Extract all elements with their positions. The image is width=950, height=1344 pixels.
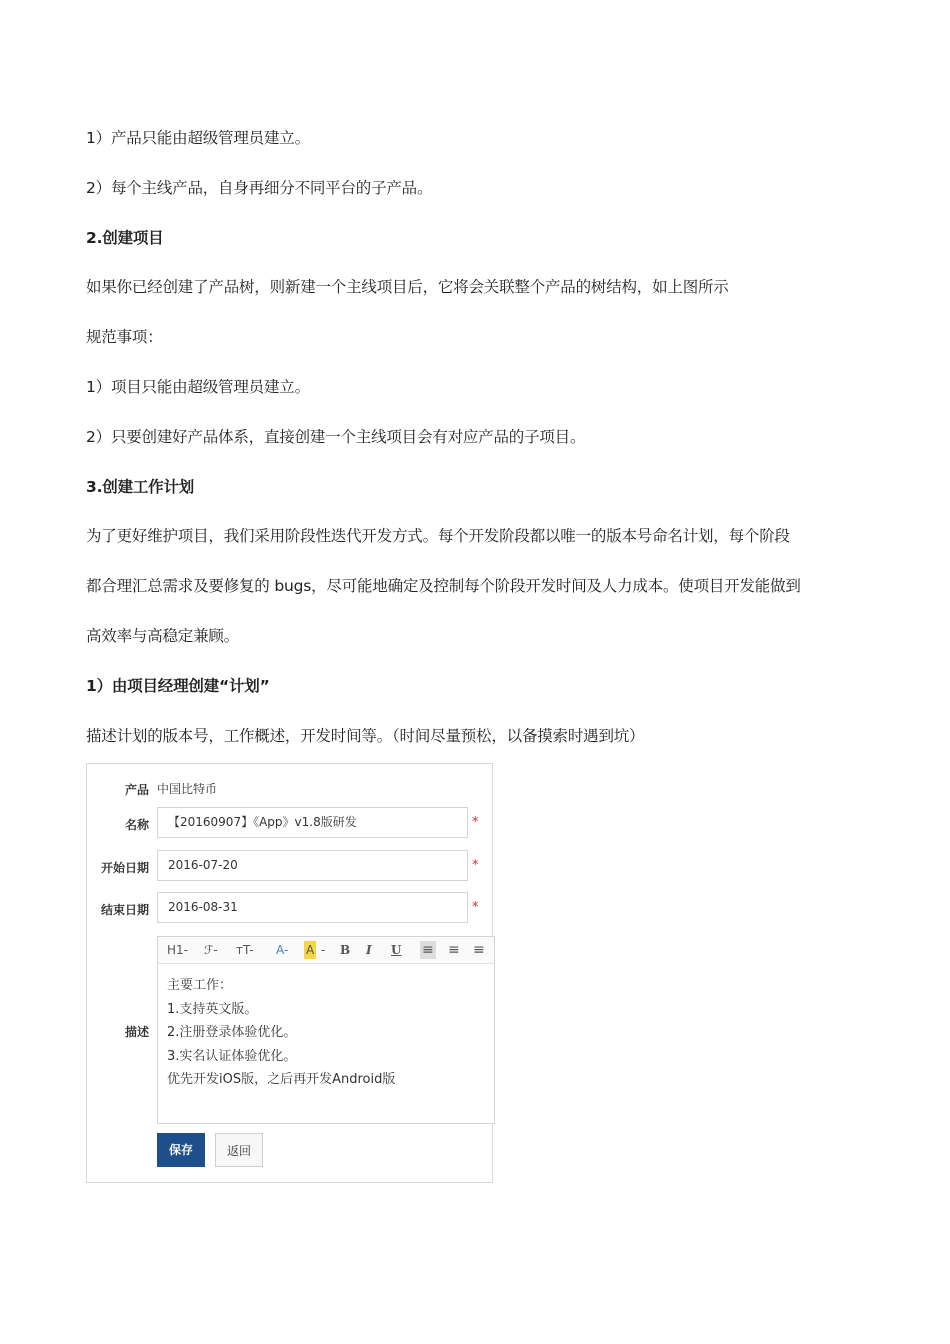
sub-heading: 1）由项目经理创建“计划” [86, 677, 270, 695]
end-date-input[interactable]: 2016-08-31 [157, 892, 468, 923]
paragraph: 为了更好维护项目，我们采用阶段性迭代开发方式。每个开发阶段都以唯一的版本号命名计划，每个阶段 [86, 527, 790, 545]
highlight-button[interactable]: A [306, 943, 315, 957]
start-date-label: 开始日期 [100, 861, 149, 875]
italic-button[interactable]: I [366, 943, 372, 957]
name-input[interactable]: 【20160907】《App》v1.8版研发 [157, 807, 468, 838]
required-mark: * [472, 815, 479, 830]
paragraph: 规范事项： [86, 328, 163, 346]
font-color-button[interactable]: A- [276, 943, 289, 957]
paragraph: 2）只要创建好产品体系，直接创建一个主线项目会有对应产品的子项目。 [86, 428, 586, 446]
start-date-input[interactable]: 2016-07-20 [157, 850, 468, 881]
align-center-icon[interactable]: ≡ [448, 942, 460, 958]
align-right-icon[interactable]: ≡ [473, 942, 485, 958]
align-left-icon[interactable]: ≡ [422, 942, 434, 958]
font-size-button[interactable]: тT- [236, 943, 254, 957]
paragraph: 1）产品只能由超级管理员建立。 [86, 129, 310, 147]
heading-button[interactable]: H1- [167, 943, 188, 957]
description-label: 描述 [124, 1025, 149, 1039]
paragraph: 高效率与高稳定兼顾。 [86, 627, 240, 645]
paragraph: 1）项目只能由超级管理员建立。 [86, 378, 310, 396]
back-button[interactable]: 返回 [215, 1133, 263, 1167]
rich-text-editor [157, 936, 495, 1124]
save-button[interactable]: 保存 [157, 1133, 205, 1167]
section-heading: 2.创建项目 [86, 229, 164, 247]
product-label: 产品 [124, 783, 149, 797]
paragraph: 2）每个主线产品，自身再细分不同平台的子产品。 [86, 179, 433, 197]
highlight-dropdown-icon[interactable]: - [321, 943, 326, 957]
editor-line: 优先开发iOS版，之后再开发Android版 [167, 1072, 396, 1087]
underline-button[interactable]: U [391, 943, 402, 957]
editor-line: 3.实名认证体验优化。 [167, 1048, 297, 1064]
name-label: 名称 [124, 818, 149, 832]
editor-line: 2.注册登录体验优化。 [167, 1025, 297, 1040]
end-date-label: 结束日期 [100, 903, 149, 917]
required-mark: * [472, 858, 479, 873]
section-heading: 3.创建工作计划 [86, 478, 195, 496]
product-value: 中国比特币 [157, 782, 218, 796]
paragraph: 描述计划的版本号，工作概述，开发时间等。（时间尽量预松，以备摸索时遇到坑） [86, 727, 645, 745]
paragraph: 如果你已经创建了产品树，则新建一个主线项目后，它将会关联整个产品的树结构，如上图所示 [86, 278, 729, 296]
font-family-button[interactable]: ℱ- [204, 943, 218, 957]
editor-content[interactable] [158, 964, 494, 1092]
editor-toolbar [158, 937, 494, 964]
plan-form-screenshot [86, 763, 493, 1183]
bold-button[interactable]: B [340, 943, 351, 957]
required-mark: * [472, 900, 479, 915]
editor-line: 1.支持英文版。 [167, 1001, 258, 1017]
editor-line: 主要工作： [167, 978, 233, 993]
paragraph: 都合理汇总需求及要修复的 bugs，尽可能地确定及控制每个阶段开发时间及人力成本。使项目开发能做到 [86, 577, 801, 595]
